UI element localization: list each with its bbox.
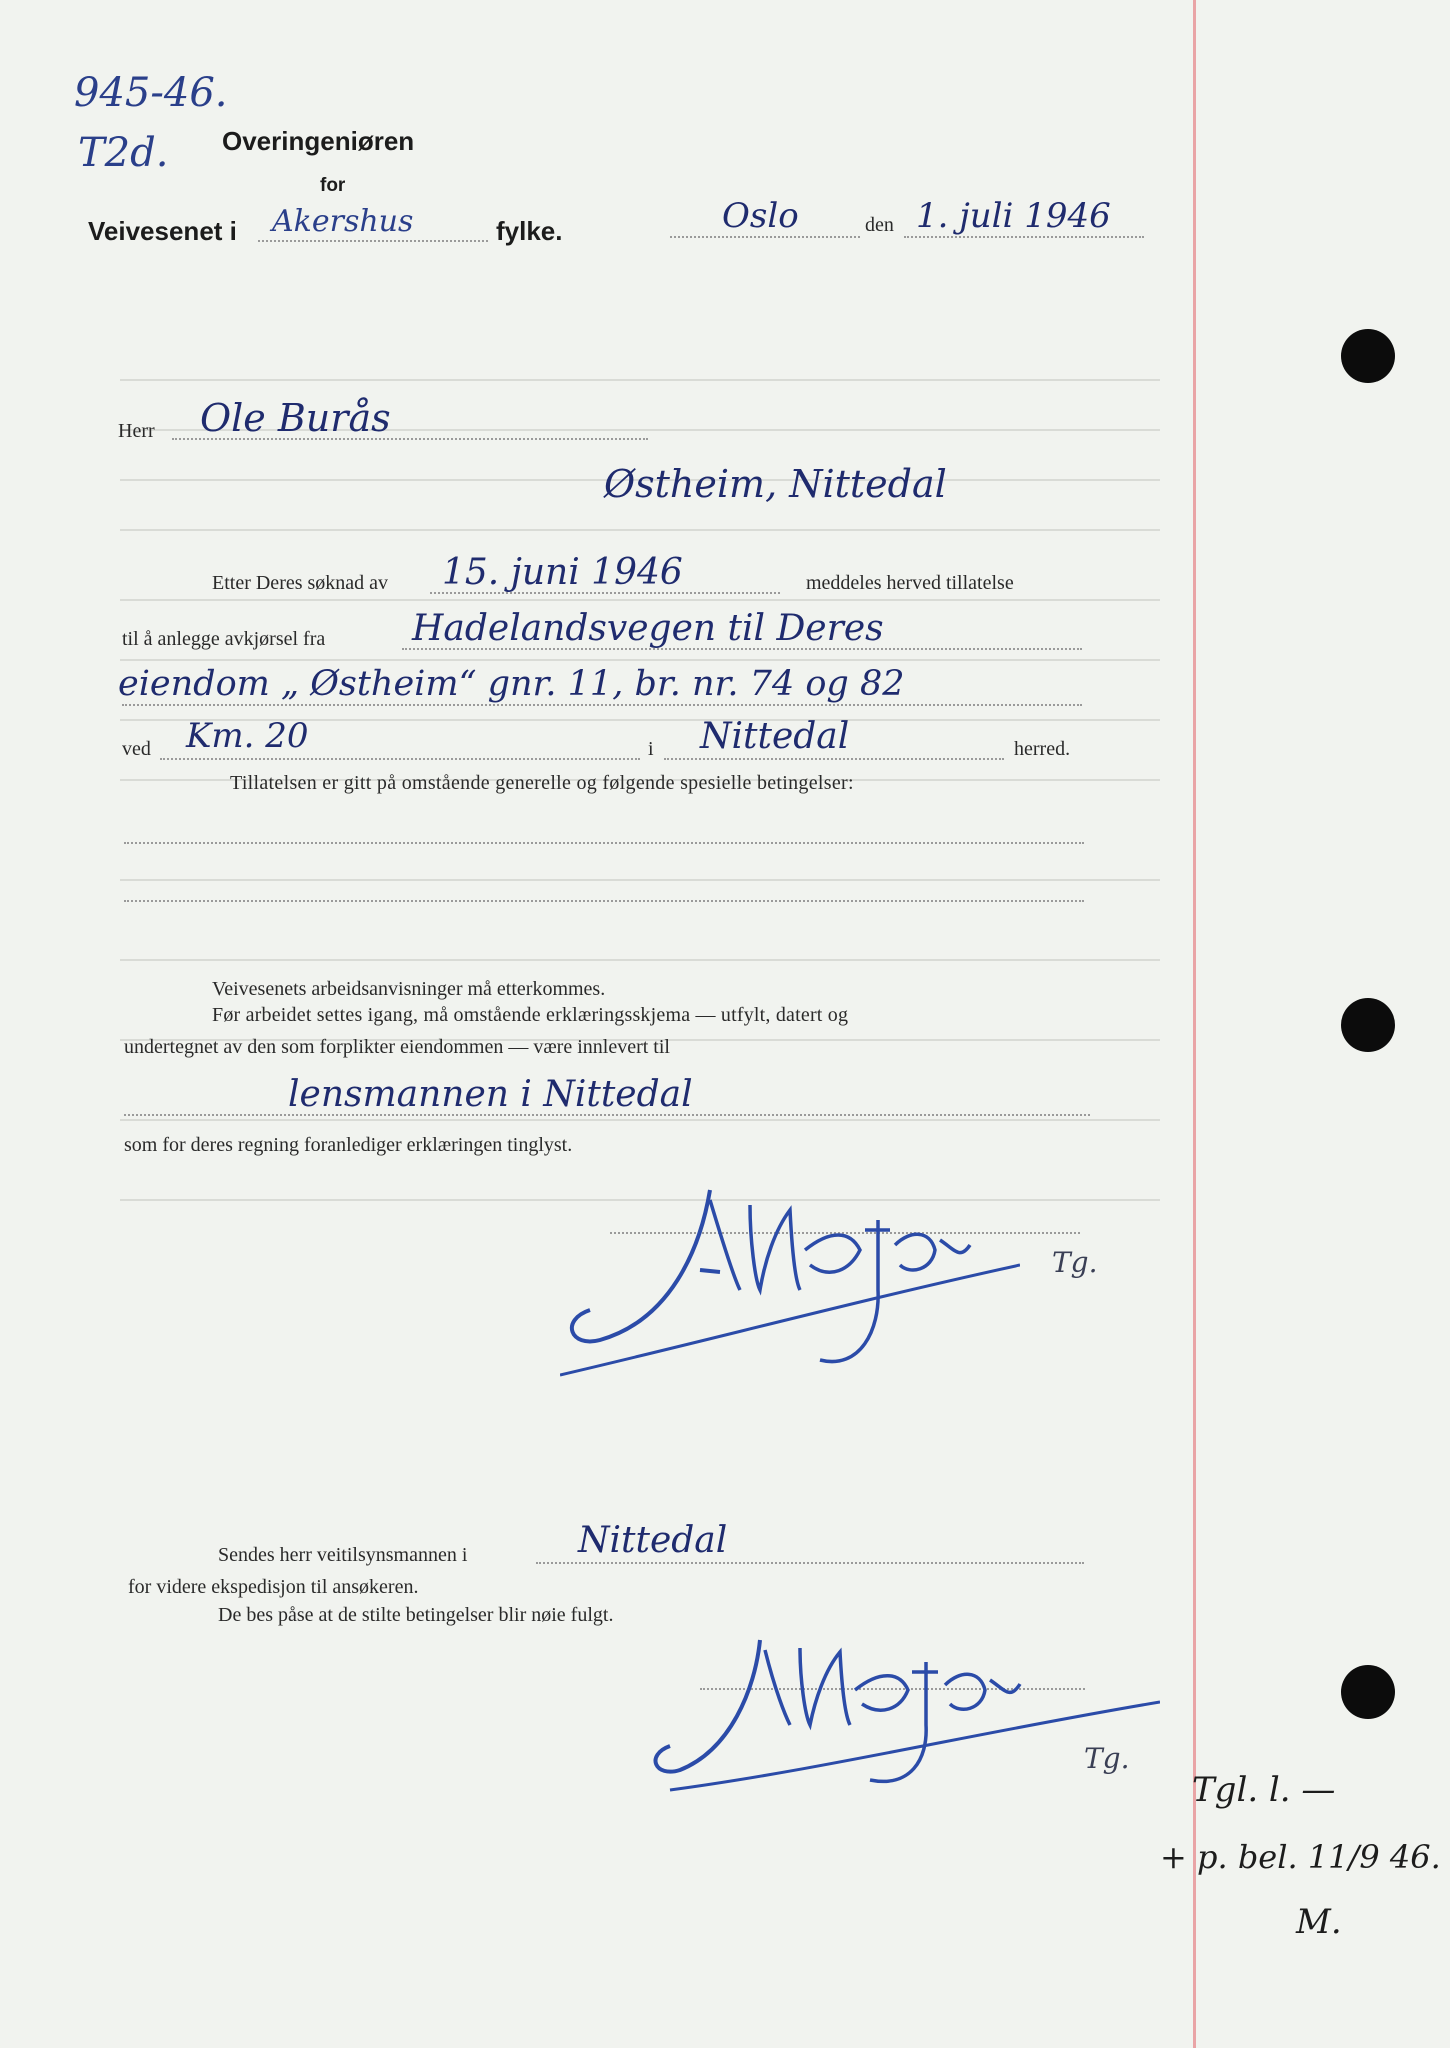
- signature-1-initials: Tg.: [1052, 1246, 1098, 1279]
- instructions-4: som for deres regning foranlediger erklæringen tinglyst.: [124, 1134, 573, 1156]
- district-line: [536, 1562, 1084, 1564]
- margin-note-line-1: Tgl. l. —: [1192, 1770, 1336, 1810]
- annotation-t2d: T2d.: [78, 130, 169, 176]
- place-line: [670, 236, 860, 238]
- punch-hole-middle: [1341, 998, 1395, 1052]
- issuer-for: for: [320, 175, 346, 196]
- date-line: [904, 236, 1144, 238]
- instructions-1: Veivesenets arbeidsanvisninger må etterkommes.: [212, 978, 606, 1000]
- addressee-name: Ole Burås: [200, 396, 391, 440]
- conditions-line-1: [124, 842, 1084, 844]
- km: Km. 20: [186, 716, 309, 756]
- instructions-2: Før arbeidet settes igang, må omstående erklæringsskjema — utfylt, datert og: [212, 1004, 849, 1026]
- meddeles-label: meddeles herved tillatelse: [806, 572, 1014, 594]
- fylke-label: fylke.: [496, 216, 563, 246]
- instructions-3: undertegnet av den som forplikter eiendommen — være innlevert til: [124, 1036, 670, 1058]
- margin-rule: [1193, 0, 1196, 2048]
- i-label: i: [648, 738, 654, 760]
- bes-label: De bes påse at de stilte betingelser blir nøie fulgt.: [218, 1604, 614, 1626]
- signature-2-initials: Tg.: [1084, 1742, 1130, 1775]
- road-text-2: eiendom „ Østheim“ gnr. 11, br. nr. 74 og 82: [118, 664, 905, 704]
- anlegge-label: til å anlegge avkjørsel fra: [122, 628, 326, 650]
- county-line: [258, 240, 488, 242]
- conditions-line-2: [124, 900, 1084, 902]
- letter-date: 1. juli 1946: [916, 196, 1111, 236]
- road-text-1: Hadelandsvegen til Deres: [412, 608, 884, 649]
- veivesenet-label: Veivesenet i: [88, 216, 237, 246]
- margin-note-line-2: + p. bel. 11/9 46.: [1160, 1838, 1441, 1876]
- signature-2: [640, 1620, 1160, 1800]
- punch-hole-bottom: [1341, 1665, 1395, 1719]
- etter-label: Etter Deres søknad av: [212, 572, 389, 594]
- county: Akershus: [272, 204, 414, 239]
- municipality-line: [664, 758, 1004, 760]
- application-date: 15. juni 1946: [442, 552, 683, 593]
- case-number: 945-46.: [74, 70, 228, 116]
- km-line: [160, 758, 640, 760]
- issuer-title: Overingeniøren: [222, 126, 415, 156]
- road-line-2: [122, 704, 1082, 706]
- district: Nittedal: [578, 1520, 728, 1561]
- signature-1: [560, 1170, 1020, 1380]
- videre-label: for videre ekspedisjon til ansøkeren.: [128, 1576, 419, 1598]
- ved-label: ved: [122, 738, 151, 760]
- place: Oslo: [722, 196, 799, 236]
- herred-label: herred.: [1014, 738, 1071, 760]
- conditions-label: Tillatelsen er gitt på omstående generelle og følgende spesielle betingelser:: [230, 772, 854, 794]
- municipality: Nittedal: [700, 716, 850, 757]
- addressee-address: Østheim, Nittedal: [604, 462, 947, 506]
- punch-hole-top: [1341, 329, 1395, 383]
- herr-label: Herr: [118, 420, 155, 442]
- sendes-label: Sendes herr veitilsynsmannen i: [218, 1544, 468, 1566]
- recipient: lensmannen i Nittedal: [288, 1074, 693, 1115]
- den-label: den: [865, 214, 894, 236]
- margin-note-line-3: M.: [1296, 1902, 1342, 1942]
